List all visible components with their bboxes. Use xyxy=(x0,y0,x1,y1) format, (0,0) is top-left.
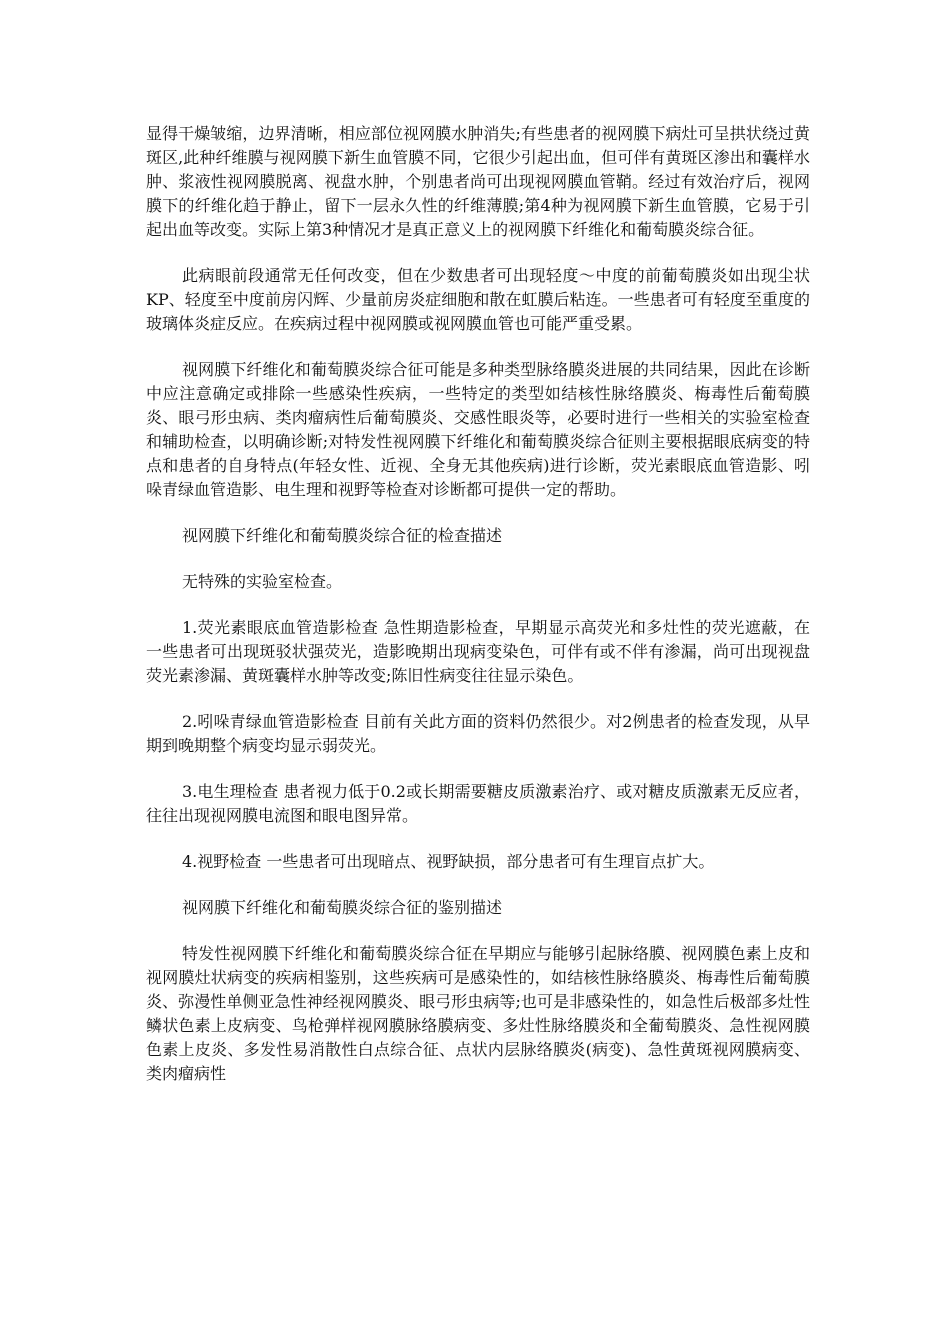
list-item-visual-field: 4.视野检查 一些患者可出现暗点、视野缺损，部分患者可有生理盲点扩大。 xyxy=(182,852,715,871)
list-item-icg-angiography: 2.吲哚青绿血管造影检查 目前有关此方面的资料仍然很少。对2例患者的检查发现，从早期到晚期整个病变均显示弱荧光。 xyxy=(146,712,810,755)
paragraph-no-lab-tests: 无特殊的实验室检查。 xyxy=(182,572,343,591)
document-body xyxy=(146,122,810,1108)
section-heading-differential: 视网膜下纤维化和葡萄膜炎综合征的鉴别描述 xyxy=(182,898,503,917)
paragraph-diagnosis: 视网膜下纤维化和葡萄膜炎综合征可能是多种类型脉络膜炎进展的共同结果，因此在诊断中应注意确定或排除一些感染性疾病，一些特定的类型如结核性脉络膜炎、梅毒性后葡萄膜炎、眼弓形虫病、类肉瘤病性后葡萄膜炎、交感性眼炎等，必要时进行一些相关的实验室检查和辅助检查，以明确诊断;对特发性视网膜下纤维化和葡萄膜炎综合征则主要根据眼底病变的特点和患者的自身特点(年轻女性、近视、全身无其他疾病)进行诊断，荧光素眼底血管造影、吲哚青绿血管造影、电生理和视野等检查对诊断都可提供一定的帮助。 xyxy=(146,360,810,499)
paragraph-differential-diagnosis: 特发性视网膜下纤维化和葡萄膜炎综合征在早期应与能够引起脉络膜、视网膜色素上皮和视网膜灶状病变的疾病相鉴别，这些疾病可是感染性的，如结核性脉络膜炎、梅毒性后葡萄膜炎、弥漫性单侧亚急性神经视网膜炎、眼弓形虫病等;也可是非感染性的，如急性后极部多灶性鳞状色素上皮病变、鸟枪弹样视网膜脉络膜病变、多灶性脉络膜炎和全葡萄膜炎、急性视网膜色素上皮炎、多发性易消散性白点综合征、点状内层脉络膜炎(病变)、急性黄斑视网膜病变、类肉瘤病性 xyxy=(146,944,810,1083)
paragraph-continuation: 显得干燥皱缩，边界清晰，相应部位视网膜水肿消失;有些患者的视网膜下病灶可呈拱状绕过黄斑区,此种纤维膜与视网膜下新生血管膜不同，它很少引起出血，但可伴有黄斑区渗出和囊样水肿、浆液性视网膜脱离、视盘水肿，个别患者尚可出现视网膜血管鞘。经过有效治疗后，视网膜下的纤维化趋于静止，留下一层永久性的纤维薄膜;第4种为视网膜下新生血管膜，它易于引起出血等改变。实际上第3种情况才是真正意义上的视网膜下纤维化和葡萄膜炎综合征。 xyxy=(146,124,810,239)
list-item-fluorescein-angiography: 1.荧光素眼底血管造影检查 急性期造影检查，早期显示高荧光和多灶性的荧光遮蔽，在一些患者可出现斑驳状强荧光，造影晚期出现病变染色，可伴有或不伴有渗漏，尚可出现视盘荧光素渗漏、黄斑囊样水肿等改变;陈旧性病变往往显示染色。 xyxy=(146,618,810,685)
section-heading-examination: 视网膜下纤维化和葡萄膜炎综合征的检查描述 xyxy=(182,526,503,545)
list-item-electrophysiology: 3.电生理检查 患者视力低于0.2或长期需要糖皮质激素治疗、或对糖皮质激素无反应者，往往出现视网膜电流图和眼电图异常。 xyxy=(146,782,810,825)
paragraph-anterior-segment: 此病眼前段通常无任何改变，但在少数患者可出现轻度～中度的前葡萄膜炎如出现尘状KP、轻度至中度前房闪辉、少量前房炎症细胞和散在虹膜后粘连。一些患者可有轻度至重度的玻璃体炎症反应。在疾病过程中视网膜或视网膜血管也可能严重受累。 xyxy=(146,266,810,333)
